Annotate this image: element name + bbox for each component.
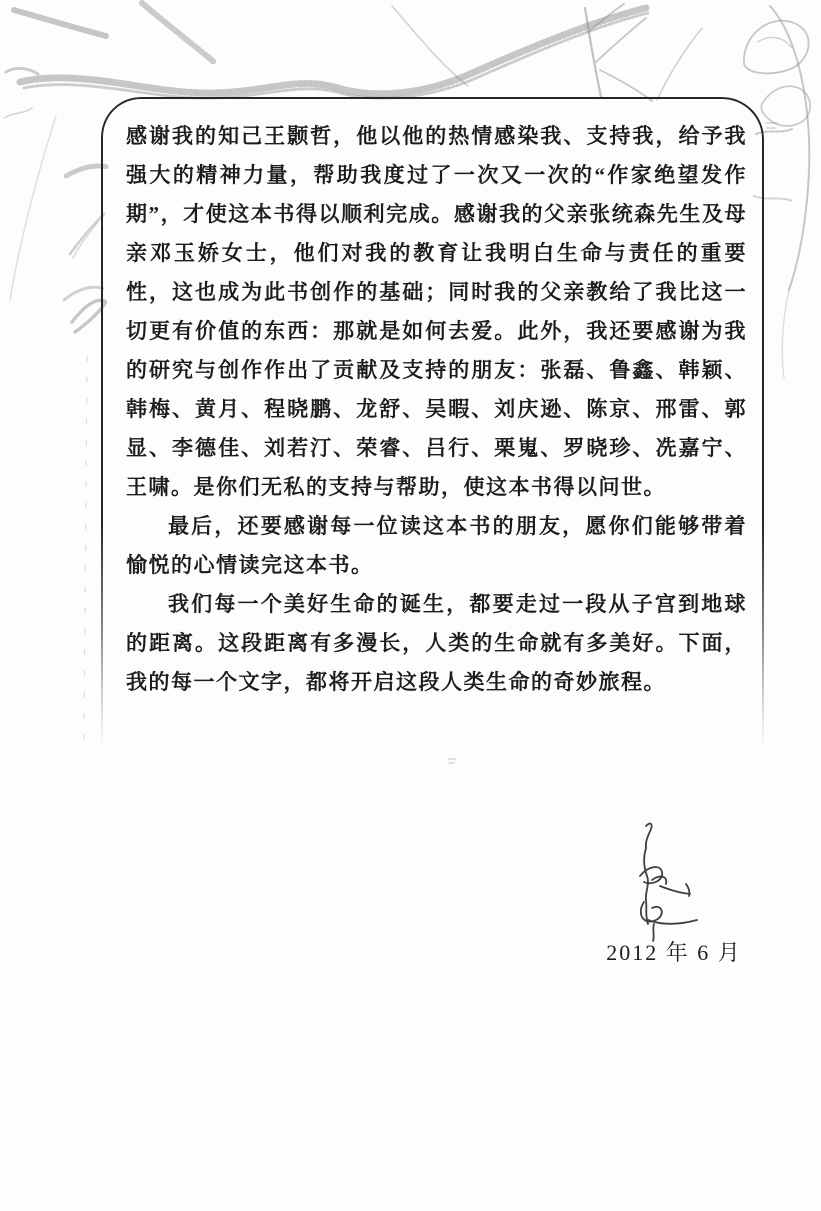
- paragraph: 我们每一个美好生命的诞生，都要走过一段从子宫到地球的距离。这段距离有多漫长，人类的生命就有多美好。下面，我的每一个文字，都将开启这段人类生命的奇妙旅程。: [126, 592, 747, 694]
- handwritten-signature-icon: [610, 808, 720, 953]
- paragraph-continuation: 感谢我的知己王颢哲，他以他的热情感染我、支持我，给予我强大的精神力量，帮助我度过了一次又一次的“作家绝望发作期”，才使这本书得以顺利完成。感谢我的父亲张统森先生及母亲邓玉娇女士，他们对我的教育让我明白生命与责任的重要性，这也成为此书创作的基础；同时我的父亲教给了我比这一切更有价值的东西：那就是如何去爱。此外，我还要感谢为我的研究与创作作出了贡献及支持的朋友：张磊、鲁鑫、韩颖、韩梅、黄月、程晓鹏、龙舒、吴暇、刘庆逊、陈京、邢雷、郭显、李德佳、刘若汀、荣睿、吕行、栗嵬、罗晓珍、冼嘉宁、王啸。是你们无私的支持与帮助，使这本书得以问世。: [126, 124, 747, 499]
- acknowledgments-text: [126, 117, 747, 702]
- date-line: 2012 年 6 月: [606, 940, 742, 965]
- paragraph: 最后，还要感谢每一位读这本书的朋友，愿你们能够带着愉悦的心情读完这本书。: [126, 514, 747, 577]
